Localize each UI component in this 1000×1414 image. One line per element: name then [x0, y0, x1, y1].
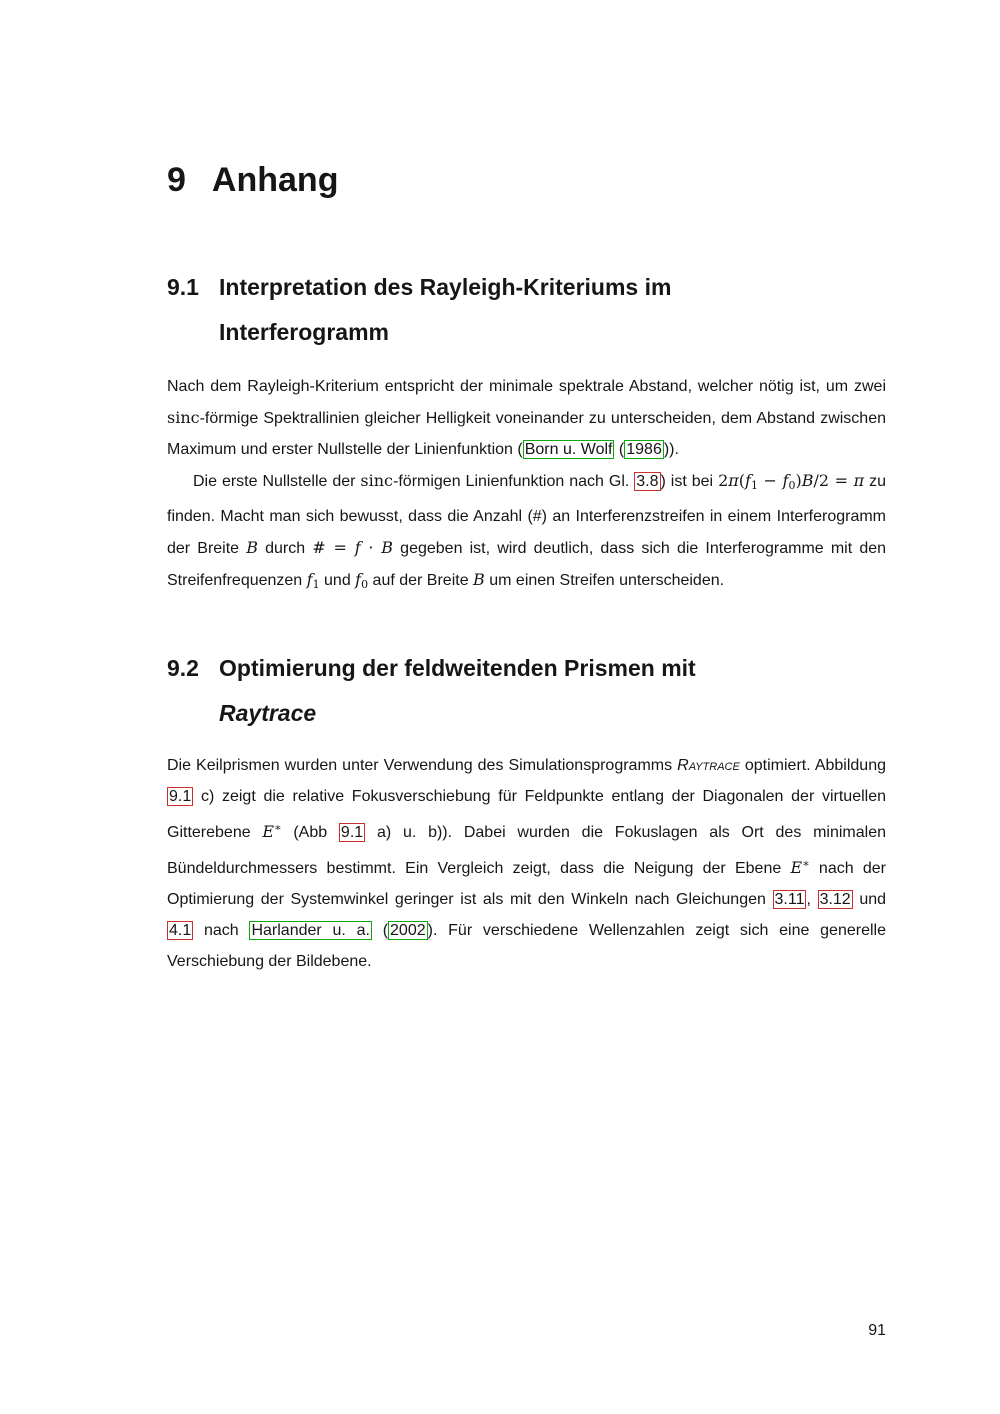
text-run: optimiert. Abbildung — [739, 757, 886, 774]
text-run: und — [852, 891, 887, 908]
text-run: nach der Optimierung der Systemwinkel geringer ist als mit den Winkeln nach Gleichungen — [167, 860, 886, 908]
chapter-heading — [167, 160, 886, 201]
text-run: -förmige Spektrallinien gleicher Helligkeit voneinander zu unterscheiden, dem Abstand zwischen Maximum und erster Nullstelle der Linienfunktion ( — [167, 410, 886, 458]
page-number: 91 — [868, 1322, 886, 1339]
section-title-9-2 — [219, 646, 886, 736]
raytrace-program-name: Raytrace — [677, 757, 740, 774]
page-content — [167, 160, 886, 977]
text-run: Nach dem Rayleigh-Kriterium entspricht der minimale spektrale Abstand, welcher nötig ist, um zwei — [167, 378, 886, 395]
text-run: -förmigen Linienfunktion nach Gl. — [393, 473, 635, 490]
section-title-raytrace: Raytrace — [219, 700, 317, 726]
math-E: E — [790, 858, 803, 877]
section-number-9-2: 9.2 — [167, 655, 199, 681]
citation-link-born-wolf[interactable]: Born u. Wolf — [524, 441, 613, 458]
chapter-number: 9 — [167, 161, 186, 199]
math-B: B — [801, 471, 814, 490]
math-superscript-star: ∗ — [274, 821, 282, 834]
citation-link-1986[interactable]: 1986 — [626, 441, 662, 458]
equation-ref-link-3-11[interactable]: 3.11 — [774, 891, 805, 908]
math-f: f — [782, 471, 789, 490]
text-run: (Abb — [281, 824, 339, 841]
paragraph-rayleigh-1 — [167, 371, 886, 465]
math-f: f — [355, 570, 362, 589]
figure-ref-link-9-1[interactable]: 9.1 — [169, 788, 192, 805]
math-run: /2 = — [813, 471, 854, 490]
section-title-line: Interferogramm — [219, 319, 389, 345]
text-run: um einen Streifen unterscheiden. — [484, 572, 725, 589]
math-B: B — [381, 538, 394, 557]
equation-ref-link-3-12[interactable]: 3.12 — [819, 891, 851, 908]
math-f: f — [745, 471, 751, 490]
text-run: und — [319, 572, 356, 589]
math-sinc: sinc — [167, 408, 200, 427]
math-run: # = — [312, 538, 355, 557]
math-pi: π — [728, 471, 739, 490]
citation-link-harlander[interactable]: Harlander u. a. — [251, 922, 370, 939]
math-subscript: 0 — [788, 479, 796, 492]
text-run: durch — [257, 540, 313, 557]
math-run: · — [360, 538, 382, 557]
text-run: zu finden. Macht man sich bewusst, dass die Anzahl (#) an Interferenzstreifen in einem Interferogramm der Breite — [167, 473, 887, 557]
text-run: gegeben ist, wird deutlich, dass sich die Interferogramme mit den Streifenfrequenzen — [167, 540, 887, 589]
section-number-9-1: 9.1 — [167, 274, 199, 300]
equation-ref-link-4-1[interactable]: 4.1 — [169, 922, 192, 939]
math-subscript: 1 — [312, 578, 320, 591]
section-title-9-1 — [219, 265, 886, 355]
text-run: a) u. b)). Dabei wurden die Fokuslagen als Ort des minimalen Bündeldurchmessers bestimmt. Ein Vergleich zeigt, dass die Neigung der Ebene — [167, 824, 887, 877]
citation-link-2002[interactable]: 2002 — [390, 922, 426, 939]
text-run: ) ist bei — [660, 473, 719, 490]
math-run: ( — [738, 471, 746, 490]
math-pi: π — [853, 471, 865, 490]
text-run: ). Für verschiedene Wellenzahlen zeigt sich eine generelle Verschiebung der Bildebene. — [167, 922, 886, 970]
math-f: f — [354, 538, 361, 557]
math-superscript-star: ∗ — [802, 857, 810, 870]
text-run: ( — [371, 922, 389, 939]
text-run: c) zeigt die relative Fokusverschiebung für Feldpunkte entlang der Diagonalen der virtuellen Gitterebene — [167, 788, 886, 841]
math-E: E — [262, 822, 275, 841]
figure-ref-link-9-1[interactable]: 9.1 — [340, 824, 364, 841]
text-run: )). — [663, 441, 679, 458]
math-subscript: 1 — [750, 479, 758, 492]
chapter-title: Anhang — [211, 161, 339, 199]
text-run: , — [806, 891, 818, 908]
math-sinc: sinc — [360, 471, 394, 490]
math-subscript: 0 — [361, 578, 369, 591]
text-run: nach — [193, 922, 250, 939]
section-heading-9-1 — [167, 265, 886, 355]
math-run: ) — [795, 471, 802, 490]
text-run: auf der Breite — [368, 572, 474, 589]
math-run: 2 — [718, 471, 729, 490]
math-run: − — [757, 471, 783, 490]
section-heading-9-2 — [167, 646, 886, 736]
equation-ref-link-3-8[interactable]: 3.8 — [636, 473, 659, 490]
text-run: Die erste Nullstelle der — [193, 473, 361, 490]
section-title-line: Optimierung der feldweitenden Prismen mit — [219, 655, 696, 681]
text-run: Die Keilprismen wurden unter Verwendung des Simulationsprogramms — [167, 757, 678, 774]
paragraph-rayleigh-2 — [167, 465, 886, 600]
text-run: ( — [614, 441, 625, 458]
paragraph-raytrace — [167, 750, 886, 977]
math-B: B — [473, 570, 485, 589]
section-title-line: Interpretation des Rayleigh-Kriteriums im — [219, 274, 672, 300]
math-f: f — [306, 570, 313, 589]
math-B: B — [246, 538, 258, 557]
